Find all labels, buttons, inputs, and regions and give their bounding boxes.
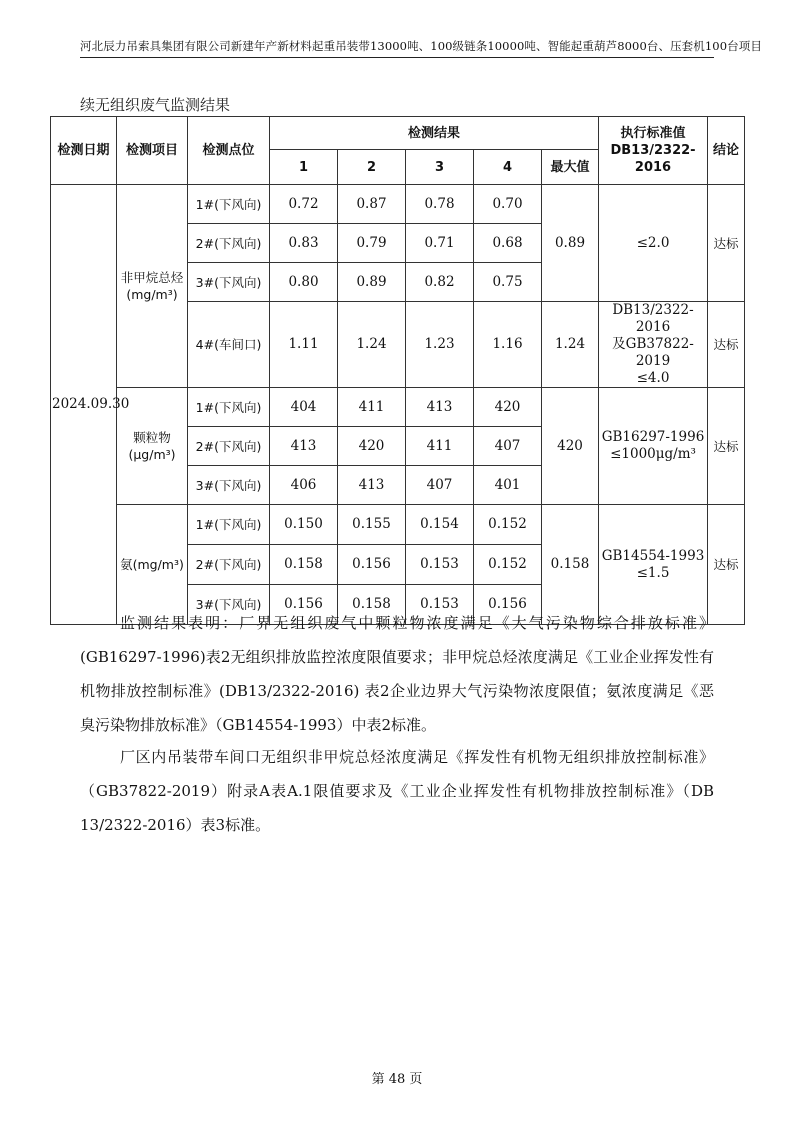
standard-line: ≤1.5 [636,564,670,581]
conclusion-cell: 达标 [708,505,745,625]
standard-cell [599,302,708,388]
max-cell: 1.24 [542,302,599,388]
value-cell: 407 [406,466,474,505]
value-cell: 413 [338,466,406,505]
standard-line: ≤1000μg/m³ [610,446,696,462]
nmhc-item-cell [117,185,188,388]
value-cell: 0.82 [406,263,474,302]
standard-line: DB13/2322-2016 [612,302,694,335]
value-cell: 0.154 [406,505,474,545]
value-cell: 401 [474,466,542,505]
value-cell: 0.158 [338,585,406,625]
conclusion-cell: 达标 [708,185,745,302]
table-row [51,388,745,427]
nh3-item-cell: 氨(mg/m³) [117,505,188,625]
point-cell: 3#(下风向) [188,263,270,302]
value-cell: 0.83 [270,224,338,263]
value-cell: 404 [270,388,338,427]
value-cell: 0.89 [338,263,406,302]
conclusion-paragraph-2: 厂区内吊装带车间口无组织非甲烷总烃浓度满足《挥发性有机物无组织排放控制标准》（GB37822-2019）附录A表A.1限值要求及《工业企业挥发性有机物排放控制标准》（DB 13/2322-2016）表3标准。 [80,748,714,834]
conclusion-cell: 达标 [708,302,745,388]
value-cell: 413 [406,388,474,427]
value-cell: 0.150 [270,505,338,545]
value-cell: 0.75 [474,263,542,302]
value-cell: 0.156 [474,585,542,625]
nmhc-unit: (mg/m³) [126,287,178,302]
value-cell: 1.16 [474,302,542,388]
header-standard [599,117,708,185]
point-cell: 2#(下风向) [188,427,270,466]
value-cell: 0.156 [270,585,338,625]
point-cell: 3#(下风向) [188,466,270,505]
value-cell: 0.153 [406,585,474,625]
point-cell: 1#(下风向) [188,505,270,545]
value-cell: 0.155 [338,505,406,545]
point-cell: 1#(下风向) [188,388,270,427]
table-row [51,185,745,224]
value-cell: 0.72 [270,185,338,224]
max-cell: 0.89 [542,185,599,302]
standard-line: GB16297-1996 [601,429,705,445]
header-item: 检测项目 [117,117,188,185]
pm-name: 颗粒物 [133,430,171,445]
value-cell: 0.153 [406,545,474,585]
conclusion-paragraph-1: 监测结果表明：厂界无组织废气中颗粒物浓度满足《大气污染物综合排放标准》(GB16297-1996)表2无组织排放监控浓度限值要求；非甲烷总烃浓度满足《工业企业挥发性有机物排放控制标准》(DB13/2322-2016) 表2企业边界大气污染物浓度限值；氨浓度满足《恶臭污染物排放标准》（GB14554-1993）中表2标准。 [80,614,714,734]
value-cell: 411 [338,388,406,427]
point-cell: 3#(下风向) [188,585,270,625]
conclusion-cell: 达标 [708,388,745,505]
nmhc-name: 非甲烷总烃 [120,270,184,285]
max-cell: 0.158 [542,505,599,625]
monitoring-results-table [50,116,745,625]
value-cell: 0.152 [474,545,542,585]
point-cell: 1#(下风向) [188,185,270,224]
header-r3: 3 [406,150,474,185]
max-cell: 420 [542,388,599,505]
value-cell: 420 [474,388,542,427]
standard-line: ≤4.0 [636,370,670,386]
value-cell: 1.11 [270,302,338,388]
table-caption: 续无组织废气监测结果 [80,96,231,114]
standard-cell: ≤2.0 [599,185,708,302]
value-cell: 0.152 [474,505,542,545]
header-date: 检测日期 [51,117,117,185]
header-r1: 1 [270,150,338,185]
point-cell: 2#(下风向) [188,224,270,263]
standard-line: GB14554-1993 [601,547,705,564]
standard-line: 及GB37822-2019 [612,336,694,369]
value-cell: 0.158 [270,545,338,585]
point-cell: 4#(车间口) [188,302,270,388]
header-standard-line2: DB13/2322-2016 [610,143,696,175]
value-cell: 0.80 [270,263,338,302]
pm-unit: (μg/m³) [128,447,176,462]
point-cell: 2#(下风向) [188,545,270,585]
header-standard-line1: 执行标准值 [620,126,686,141]
header-r2: 2 [338,150,406,185]
value-cell: 420 [338,427,406,466]
header-point: 检测点位 [188,117,270,185]
table-row [51,505,745,545]
value-cell: 1.23 [406,302,474,388]
value-cell: 406 [270,466,338,505]
header-max: 最大值 [542,150,599,185]
value-cell: 0.70 [474,185,542,224]
header-results: 检测结果 [270,117,599,150]
value-cell: 0.78 [406,185,474,224]
value-cell: 413 [270,427,338,466]
value-cell: 0.87 [338,185,406,224]
value-cell: 0.71 [406,224,474,263]
page-header: 河北辰力吊索具集团有限公司新建年产新材料起重吊装带13000吨、100级链条10000吨、智能起重葫芦8000台、压套机100台项目 [80,38,714,58]
value-cell: 1.24 [338,302,406,388]
page-number: 第 48 页 [371,1072,423,1087]
value-cell: 411 [406,427,474,466]
value-cell: 0.156 [338,545,406,585]
date-cell: 2024.09.30 [51,185,117,625]
header-conclusion: 结论 [708,117,745,185]
value-cell: 0.79 [338,224,406,263]
value-cell: 0.68 [474,224,542,263]
header-r4: 4 [474,150,542,185]
value-cell: 407 [474,427,542,466]
standard-cell [599,388,708,505]
